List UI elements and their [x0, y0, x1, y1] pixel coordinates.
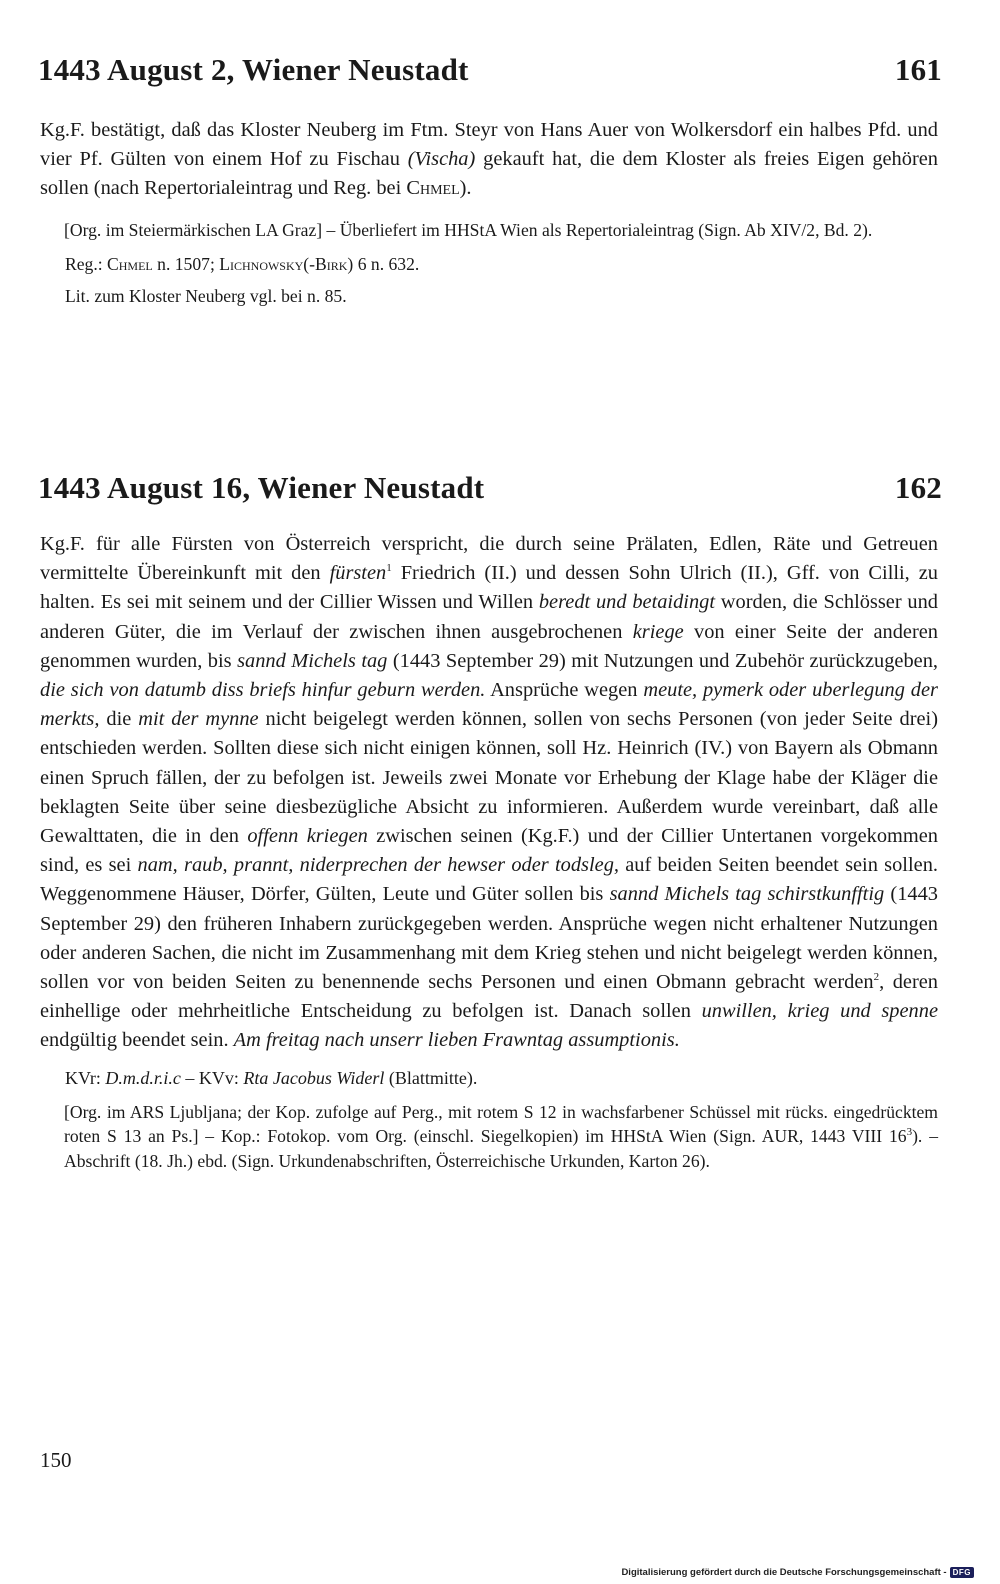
entry-161-content — [40, 116, 938, 308]
entry-162-summary: Kg.F. für alle Fürsten von Österreich verspricht, die durch seine Prälaten, Edlen, Räte und Getreuen vermittelte Übereinkunft mit den fürsten$^1$ Friedrich (II.) und dessen Sohn Ulrich (II.), Gff. von Cilli, zu halten. Es sei mit seinem und der Cillier Wissen und Willen beredt und betaidingt worden, die Schlösser und anderen Güter, die im Verlauf der zwischen ihnen ausgebrochenen kriege von einer Seite der anderen genommen wurden, bis sannd Michels tag (1443 September 29) mit Nutzungen und Zubehör zurückzugeben, die sich von datumb diss briefs hinfur geburn werden. Ansprüche wegen meute, pymerk oder uberlegung der merkts, die mit der mynne nicht beigelegt werden können, sollen von sechs Personen (von jeder Seite drei) entschieden werden. Sollten diese sich nicht einigen können, soll Hz. Heinrich (IV.) von Bayern als Obmann einen Spruch fällen, der zu befolgen ist. Jeweils zwei Monate vor Erhebung der Klage habe der Kläger die beklagten Seite über seine diesbezügliche Absicht zu informieren. Außerdem wurde vereinbart, daß alle Gewalttaten, die in den offenn kriegen zwischen seinen (Kg.F.) und der Cillier Untertanen vorgekommen sind, es sei nam, raub, prannt, niderprechen der hewser oder todsleg, auf beiden Seiten beendet sein sollen. Weggenommene Häuser, Dörfer, Gülten, Leute und Güter sollen bis sannd Michels tag schirstkunfftig (1443 September 29) den früheren Inhabern zurückgegeben werden. Ansprüche wegen nicht erhaltener Nutzungen oder anderen Sachen, die nicht im Zusammenhang mit dem Krieg stehen und nicht beigelegt werden können, sollen vor von beiden Seiten zu benennende sechs Personen und einen Obmann gebracht werden$^2$, deren einhellige oder mehrheitliche Entscheidung zu befolgen ist. Danach sollen unwillen, krieg und spenne endgültig beendet sein. Am freitag nach unserr lieben Frawntag assumptionis. — [40, 533, 939, 1052]
footer-credit — [621, 1567, 974, 1578]
entry-161-regesta: Reg.: Chmel n. 1507; Lichnowsky(-Birk) 6 n. 632. — [65, 254, 420, 275]
entry-162-title: 1443 August 16, Wiener Neustadt — [38, 470, 485, 505]
entry-161-title: 1443 August 2, Wiener Neustadt — [38, 52, 469, 87]
entry-162-number: 162 — [894, 470, 942, 505]
entry-161-number: 161 — [894, 52, 942, 87]
entry-161-summary: Kg.F. bestätigt, daß das Kloster Neuberg im Ftm. Steyr von Hans Auer von Wolkersdorf ein halbes Pfd. und vier Pf. Gülten von einem Hof zu Fischau (Vischa) gekauft hat, die dem Kloster als freies Eigen gehören sollen (nach Repertorialeintrag und Reg. bei Chmel). — [40, 119, 938, 200]
page-number: 150 — [40, 1448, 72, 1472]
entry-161-tradition-note: [Org. im Steiermärkischen LA Graz] – Überliefert im HHStA Wien als Repertorialeintrag (Sign. Ab XIV/2, Bd. 2). — [64, 219, 873, 240]
dfg-logo: DFG — [950, 1567, 974, 1578]
footer-text: Digitalisierung gefördert durch die Deutsche Forschungsgemeinschaft - — [621, 1567, 947, 1578]
entry-162-chancery-notes: KVr: D.m.d.r.i.c – KVv: Rta Jacobus Widerl (Blattmitte). — [65, 1067, 478, 1088]
entry-162-tradition-note: [Org. im ARS Ljubljana; der Kop. zufolge auf Perg., mit rotem S 12 in wachsfarbener Schüssel mit rücks. eingedrücktem roten S 13 an Ps.] – Kop.: Fotokop. vom Org. (einschl. Siegelkopien) im HHStA Wien (Sign. AUR, 1443 VIII $16^3$). – Abschrift (18. Jh.) ebd. (Sign. Urkundenabschriften, Österreichische Urkunden, Karton 26). — [64, 1101, 938, 1171]
entry-162-content — [40, 530, 938, 1173]
entry-161-literature: Lit. zum Kloster Neuberg vgl. bei n. 85. — [65, 286, 347, 307]
entry-161-heading — [38, 52, 942, 88]
entry-162-heading — [38, 470, 942, 506]
